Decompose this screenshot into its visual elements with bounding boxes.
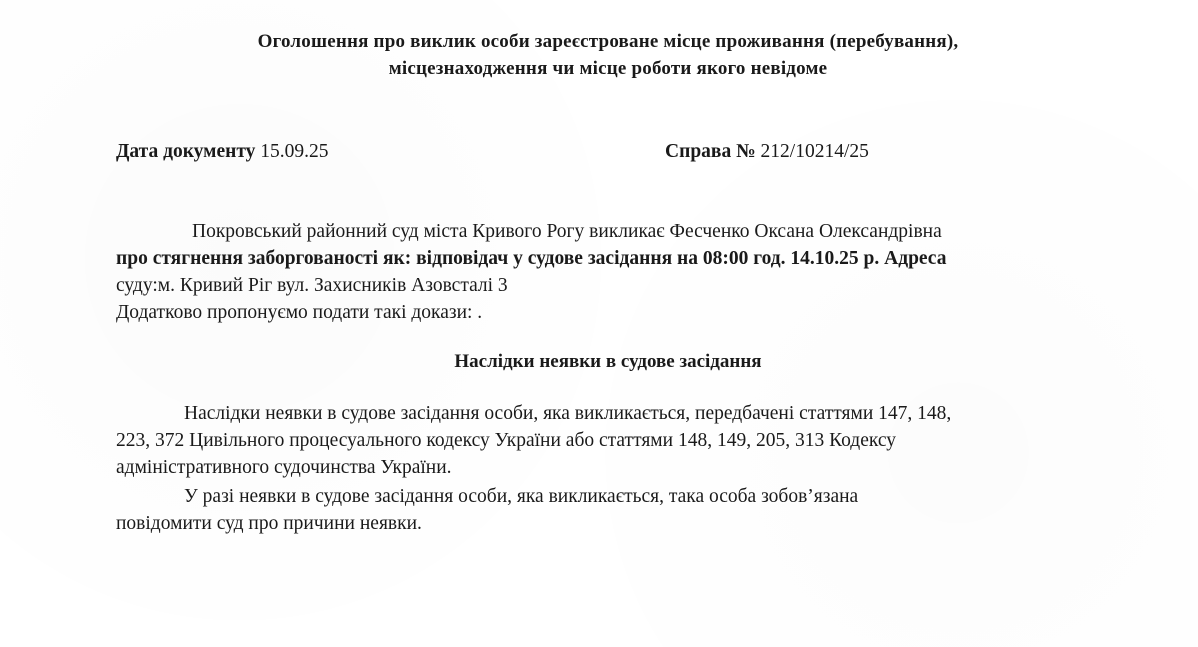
summons-line-2: про стягнення заборгованості як: відповідач у судове засідання на 08:00 год. 14.10.25 р. Адреса <box>116 248 947 269</box>
case-value: 212/10214/25 <box>760 141 869 162</box>
consequences-paragraph <box>116 400 1092 481</box>
case-label: Справа № <box>665 141 756 162</box>
consequences-line-2: 223, 372 Цивільного процесуального кодексу України або статтями 148, 149, 205, 313 Кодексу <box>116 430 897 451</box>
date-label: Дата документу <box>116 141 256 162</box>
document-heading-line-2: місцезнаходження чи місце роботи якого невідоме <box>388 58 828 79</box>
failure-notice-line-2: повідомити суд про причини неявки. <box>116 513 422 534</box>
summons-paragraph <box>116 218 1092 326</box>
failure-notice-paragraph <box>116 483 1092 537</box>
date-value: 15.09.25 <box>260 141 329 162</box>
summons-line-3: суду:м. Кривий Ріг вул. Захисників Азовсталі 3 <box>116 275 508 296</box>
consequences-line-1: Наслідки неявки в судове засідання особи, яка викликається, передбачені статтями 147, 148, <box>184 403 952 424</box>
summons-line-4: Додатково пропонуємо подати такі докази: . <box>116 302 483 323</box>
document-heading-line-1: Оголошення про виклик особи зареєстроване місце проживання (перебування), <box>257 31 959 52</box>
consequences-line-3: адміністративного судочинства України. <box>116 457 452 478</box>
summons-line-1: Покровський районний суд міста Кривого Рогу викликає Фесченко Оксана Олександрівна <box>192 221 942 242</box>
case-number <box>665 141 869 163</box>
failure-notice-line-1: У разі неявки в судове засідання особи, яка викликається, така особа зобов’язана <box>184 486 859 507</box>
document-date <box>116 141 329 163</box>
consequences-title: Наслідки неявки в судове засідання <box>454 351 762 372</box>
